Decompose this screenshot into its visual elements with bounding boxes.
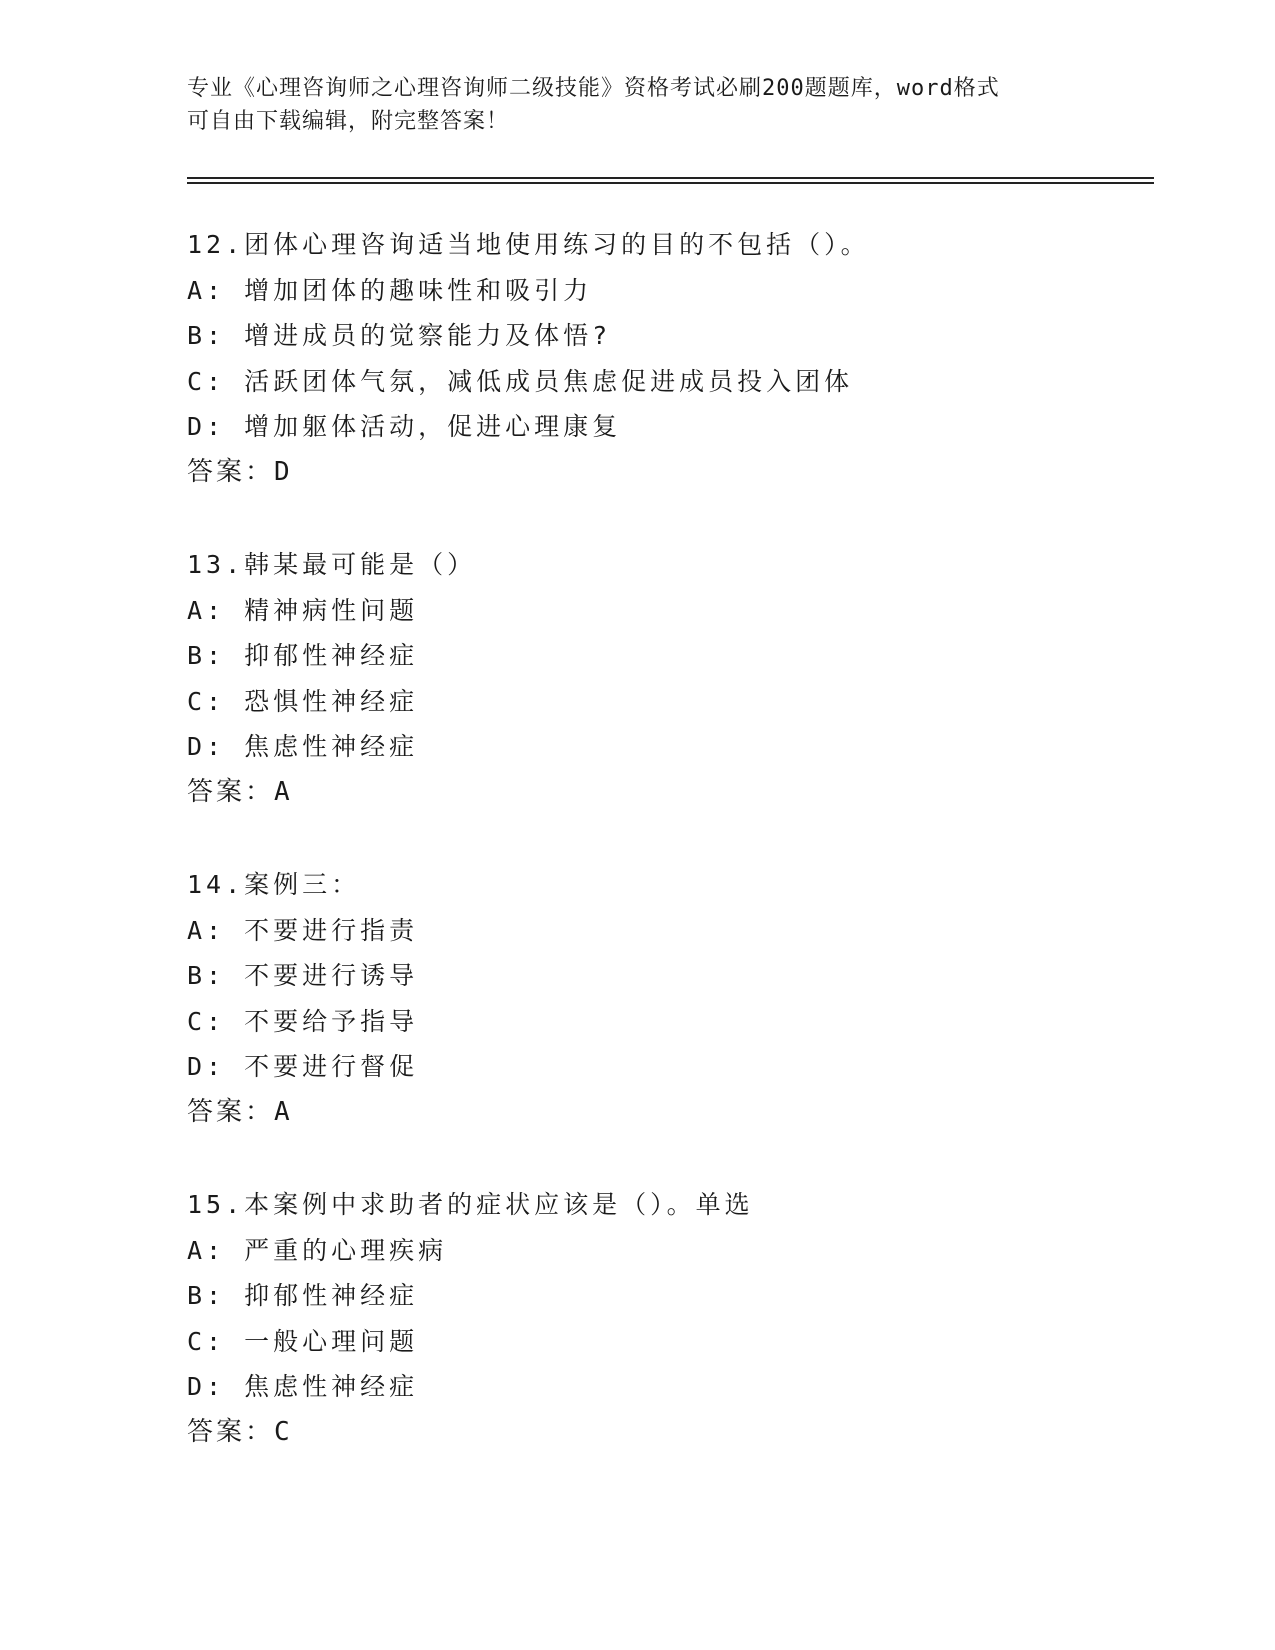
- option-d: D: 焦虑性神经症: [187, 732, 419, 762]
- question-block: [187, 542, 1147, 816]
- option-b: B: 抑郁性神经症: [187, 1281, 419, 1311]
- answer-value: A: [274, 1096, 291, 1127]
- question-block: [187, 862, 1147, 1136]
- answer-label: 答案：: [187, 1416, 275, 1447]
- answer-value: A: [274, 776, 291, 807]
- header-divider-top: [187, 177, 1154, 179]
- answer-value: C: [274, 1416, 291, 1447]
- answer-line: [187, 1090, 1147, 1136]
- option-d: D: 焦虑性神经症: [187, 1372, 419, 1402]
- question-stem: 13.韩某最可能是（）: [187, 550, 477, 579]
- header-line-1: 专业《心理咨询师之心理咨询师二级技能》资格考试必刷200题题库，word格式: [187, 76, 1000, 101]
- option-c: C: 恐惧性神经症: [187, 686, 419, 716]
- header-line-2: 可自由下载编辑，附完整答案！: [187, 109, 510, 134]
- question-stem: 15.本案例中求助者的症状应该是（）。单选: [187, 1190, 754, 1219]
- option-c: C: 一般心理问题: [187, 1326, 419, 1356]
- option-b: B: 增进成员的觉察能力及体悟?: [187, 321, 612, 351]
- option-a: A: 精神病性问题: [187, 595, 419, 625]
- answer-line: [187, 1410, 1147, 1456]
- header-divider-bottom: [187, 182, 1154, 184]
- question-stem: 14.案例三：: [187, 870, 361, 899]
- option-c: C: 不要给予指导: [187, 1006, 419, 1036]
- question-block: [187, 222, 1147, 496]
- option-d: D: 增加躯体活动，促进心理康复: [187, 412, 622, 442]
- answer-label: 答案：: [187, 456, 275, 487]
- option-b: B: 不要进行诱导: [187, 961, 419, 991]
- option-d: D: 不要进行督促: [187, 1052, 419, 1082]
- option-c: C: 活跃团体气氛，减低成员焦虑促进成员投入团体: [187, 366, 854, 396]
- question-stem: 12.团体心理咨询适当地使用练习的目的不包括（）。: [187, 230, 870, 259]
- question-block: [187, 1182, 1147, 1456]
- document-header: [187, 72, 1087, 138]
- answer-line: [187, 770, 1147, 816]
- option-a: A: 增加团体的趣味性和吸引力: [187, 275, 593, 305]
- answer-value: D: [274, 456, 291, 487]
- answer-label: 答案：: [187, 776, 275, 807]
- answer-line: [187, 450, 1147, 496]
- option-a: A: 严重的心理疾病: [187, 1235, 448, 1265]
- option-a: A: 不要进行指责: [187, 915, 419, 945]
- answer-label: 答案：: [187, 1096, 275, 1127]
- option-b: B: 抑郁性神经症: [187, 641, 419, 671]
